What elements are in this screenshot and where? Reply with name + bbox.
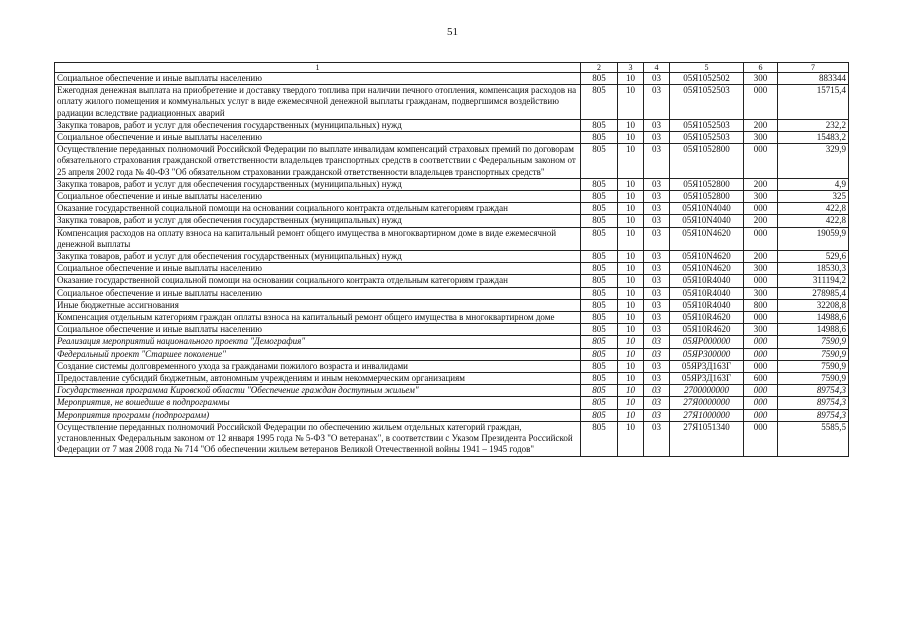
expense-type-code: 800 [744, 299, 778, 311]
amount: 329,9 [778, 144, 849, 179]
row-description: Закупка товаров, работ и услуг для обеспечения государственных (муниципальных) нужд [55, 251, 581, 263]
table-row [55, 312, 849, 324]
target-article-code: 27Я1051340 [670, 421, 744, 456]
table-row [55, 421, 849, 456]
row-description: Социальное обеспечение и иные выплаты населению [55, 132, 581, 144]
subsection-code: 03 [644, 421, 670, 456]
amount: 19059,9 [778, 227, 849, 250]
target-article-code: 05Я10N4040 [670, 215, 744, 227]
department-code: 805 [581, 312, 618, 324]
table-row [55, 251, 849, 263]
subsection-code: 03 [644, 132, 670, 144]
subsection-code: 03 [644, 203, 670, 215]
subsection-code: 03 [644, 373, 670, 385]
expense-type-code: 000 [744, 360, 778, 372]
subsection-code: 03 [644, 215, 670, 227]
subsection-code: 03 [644, 360, 670, 372]
row-description: Государственная программа Кировской области "Обеспечение граждан доступным жильем" [55, 385, 581, 397]
section-code: 10 [618, 299, 644, 311]
department-code: 805 [581, 73, 618, 85]
section-code: 10 [618, 409, 644, 421]
table-row [55, 119, 849, 131]
expense-type-code: 000 [744, 203, 778, 215]
target-article-code: 05Я10N4620 [670, 251, 744, 263]
amount: 7590,9 [778, 348, 849, 360]
column-header: 7 [778, 63, 849, 73]
row-description: Социальное обеспечение и иные выплаты населению [55, 73, 581, 85]
target-article-code: 2700000000 [670, 385, 744, 397]
target-article-code: 05Я10R4620 [670, 324, 744, 336]
row-description: Мероприятия программ (подпрограмм) [55, 409, 581, 421]
subsection-code: 03 [644, 385, 670, 397]
expense-type-code: 000 [744, 312, 778, 324]
expense-type-code: 600 [744, 373, 778, 385]
amount: 422,8 [778, 203, 849, 215]
row-description: Мероприятия, не вошедшие в подпрограммы [55, 397, 581, 409]
section-code: 10 [618, 421, 644, 456]
subsection-code: 03 [644, 324, 670, 336]
expense-type-code: 300 [744, 263, 778, 275]
subsection-code: 03 [644, 348, 670, 360]
section-code: 10 [618, 373, 644, 385]
subsection-code: 03 [644, 144, 670, 179]
department-code: 805 [581, 263, 618, 275]
table-row [55, 336, 849, 348]
section-code: 10 [618, 287, 644, 299]
department-code: 805 [581, 348, 618, 360]
subsection-code: 03 [644, 397, 670, 409]
target-article-code: 05Я10N4620 [670, 263, 744, 275]
table-row [55, 132, 849, 144]
expense-type-code: 000 [744, 85, 778, 120]
expense-type-code: 300 [744, 324, 778, 336]
row-description: Реализация мероприятий национального проекта "Демография" [55, 336, 581, 348]
target-article-code: 05Я10R4040 [670, 275, 744, 287]
department-code: 805 [581, 215, 618, 227]
subsection-code: 03 [644, 275, 670, 287]
subsection-code: 03 [644, 191, 670, 203]
target-article-code: 27Я0000000 [670, 397, 744, 409]
amount: 15715,4 [778, 85, 849, 120]
expense-type-code: 000 [744, 397, 778, 409]
amount: 5585,5 [778, 421, 849, 456]
subsection-code: 03 [644, 312, 670, 324]
department-code: 805 [581, 85, 618, 120]
row-description: Закупка товаров, работ и услуг для обеспечения государственных (муниципальных) нужд [55, 215, 581, 227]
expense-type-code: 000 [744, 409, 778, 421]
table-header-row [55, 63, 849, 73]
table-row [55, 409, 849, 421]
target-article-code: 05Я1052503 [670, 85, 744, 120]
expense-type-code: 200 [744, 215, 778, 227]
section-code: 10 [618, 132, 644, 144]
expense-type-code: 000 [744, 385, 778, 397]
amount: 7590,9 [778, 373, 849, 385]
amount: 7590,9 [778, 336, 849, 348]
amount: 278985,4 [778, 287, 849, 299]
department-code: 805 [581, 299, 618, 311]
department-code: 805 [581, 178, 618, 190]
table-row [55, 299, 849, 311]
table-body [55, 73, 849, 457]
row-description: Иные бюджетные ассигнования [55, 299, 581, 311]
department-code: 805 [581, 144, 618, 179]
subsection-code: 03 [644, 251, 670, 263]
row-description: Закупка товаров, работ и услуг для обеспечения государственных (муниципальных) нужд [55, 119, 581, 131]
subsection-code: 03 [644, 119, 670, 131]
table-row [55, 324, 849, 336]
amount: 325 [778, 191, 849, 203]
target-article-code: 05Я10R4620 [670, 312, 744, 324]
section-code: 10 [618, 178, 644, 190]
department-code: 805 [581, 360, 618, 372]
table-row [55, 73, 849, 85]
section-code: 10 [618, 203, 644, 215]
amount: 18530,3 [778, 263, 849, 275]
table-row [55, 360, 849, 372]
row-description: Осуществление переданных полномочий Российской Федерации по обеспечению жильем отдельных категорий граждан, установленных Федеральным законом от 12 января 1995 года № 5-ФЗ "О ветеранах", в соответствии с Указом Президента Российской Федерации от 7 мая 2008 года № 714 "Об обеспечении жильем ветеранов Великой Отечественной войны 1941 – 1945 годов" [55, 421, 581, 456]
row-description: Социальное обеспечение и иные выплаты населению [55, 191, 581, 203]
amount: 311194,2 [778, 275, 849, 287]
row-description: Ежегодная денежная выплата на приобретение и доставку твердого топлива при наличии печного отопления, компенсация расходов на оплату жилого помещения и коммунальных услуг в виде ежемесячной денежной выплаты гражданам, подвергшимся воздействию радиации вследствие радиационных аварий [55, 85, 581, 120]
section-code: 10 [618, 191, 644, 203]
expense-type-code: 000 [744, 336, 778, 348]
table-row [55, 178, 849, 190]
target-article-code: 05Я10N4040 [670, 203, 744, 215]
table-row [55, 85, 849, 120]
section-code: 10 [618, 275, 644, 287]
column-header: 3 [618, 63, 644, 73]
amount: 529,6 [778, 251, 849, 263]
department-code: 805 [581, 336, 618, 348]
expense-type-code: 300 [744, 191, 778, 203]
amount: 232,2 [778, 119, 849, 131]
department-code: 805 [581, 397, 618, 409]
page-number: 51 [447, 26, 458, 38]
subsection-code: 03 [644, 299, 670, 311]
table-row [55, 275, 849, 287]
expense-type-code: 300 [744, 73, 778, 85]
table-row [55, 348, 849, 360]
amount: 4,9 [778, 178, 849, 190]
department-code: 805 [581, 191, 618, 203]
row-description: Социальное обеспечение и иные выплаты населению [55, 287, 581, 299]
row-description: Предоставление субсидий бюджетным, автономным учреждениям и иным некоммерческим организациям [55, 373, 581, 385]
amount: 32208,8 [778, 299, 849, 311]
amount: 89754,3 [778, 397, 849, 409]
row-description: Закупка товаров, работ и услуг для обеспечения государственных (муниципальных) нужд [55, 178, 581, 190]
section-code: 10 [618, 348, 644, 360]
row-description: Компенсация отдельным категориям граждан оплаты взноса на капитальный ремонт общего имущества в многоквартирном доме [55, 312, 581, 324]
table-row [55, 191, 849, 203]
subsection-code: 03 [644, 227, 670, 250]
expense-type-code: 000 [744, 348, 778, 360]
department-code: 805 [581, 385, 618, 397]
expense-type-code: 300 [744, 132, 778, 144]
row-description: Оказание государственной социальной помощи на основании социального контракта отдельным категориям граждан [55, 203, 581, 215]
amount: 89754,3 [778, 385, 849, 397]
column-header: 1 [55, 63, 581, 73]
department-code: 805 [581, 132, 618, 144]
budget-table [54, 62, 849, 457]
section-code: 10 [618, 144, 644, 179]
row-description: Федеральный проект "Старшее поколение" [55, 348, 581, 360]
department-code: 805 [581, 409, 618, 421]
column-header: 2 [581, 63, 618, 73]
expense-type-code: 200 [744, 251, 778, 263]
subsection-code: 03 [644, 73, 670, 85]
section-code: 10 [618, 251, 644, 263]
target-article-code: 27Я1000000 [670, 409, 744, 421]
section-code: 10 [618, 73, 644, 85]
table-row [55, 385, 849, 397]
amount: 14988,6 [778, 312, 849, 324]
amount: 883344 [778, 73, 849, 85]
target-article-code: 05Я1052503 [670, 119, 744, 131]
target-article-code: 05Я10R4040 [670, 299, 744, 311]
department-code: 805 [581, 275, 618, 287]
department-code: 805 [581, 119, 618, 131]
target-article-code: 05ЯР000000 [670, 336, 744, 348]
section-code: 10 [618, 324, 644, 336]
target-article-code: 05Я1052800 [670, 191, 744, 203]
section-code: 10 [618, 215, 644, 227]
department-code: 805 [581, 203, 618, 215]
table-row [55, 215, 849, 227]
column-header: 6 [744, 63, 778, 73]
row-description: Оказание государственной социальной помощи на основании социального контракта отдельным категориям граждан [55, 275, 581, 287]
target-article-code: 05ЯР300000 [670, 348, 744, 360]
target-article-code: 05Я10N4620 [670, 227, 744, 250]
target-article-code: 05Я1052502 [670, 73, 744, 85]
section-code: 10 [618, 360, 644, 372]
section-code: 10 [618, 397, 644, 409]
amount: 89754,3 [778, 409, 849, 421]
section-code: 10 [618, 119, 644, 131]
department-code: 805 [581, 287, 618, 299]
expense-type-code: 000 [744, 275, 778, 287]
row-description: Социальное обеспечение и иные выплаты населению [55, 324, 581, 336]
table-row [55, 397, 849, 409]
table-row [55, 203, 849, 215]
column-header: 4 [644, 63, 670, 73]
section-code: 10 [618, 336, 644, 348]
section-code: 10 [618, 312, 644, 324]
row-description: Компенсация расходов на оплату взноса на капитальный ремонт общего имущества в многоквартирном доме в виде ежемесячной денежной выплаты [55, 227, 581, 250]
section-code: 10 [618, 385, 644, 397]
expense-type-code: 000 [744, 421, 778, 456]
table-row [55, 287, 849, 299]
table-row [55, 227, 849, 250]
expense-type-code: 200 [744, 178, 778, 190]
subsection-code: 03 [644, 409, 670, 421]
subsection-code: 03 [644, 263, 670, 275]
target-article-code: 05Я1052800 [670, 144, 744, 179]
amount: 14988,6 [778, 324, 849, 336]
target-article-code: 05Я1052800 [670, 178, 744, 190]
amount: 422,8 [778, 215, 849, 227]
target-article-code: 05ЯР3Д163Г [670, 373, 744, 385]
table-row [55, 263, 849, 275]
section-code: 10 [618, 263, 644, 275]
department-code: 805 [581, 373, 618, 385]
subsection-code: 03 [644, 85, 670, 120]
expense-type-code: 200 [744, 119, 778, 131]
subsection-code: 03 [644, 336, 670, 348]
section-code: 10 [618, 85, 644, 120]
department-code: 805 [581, 227, 618, 250]
department-code: 805 [581, 251, 618, 263]
section-code: 10 [618, 227, 644, 250]
expense-type-code: 000 [744, 144, 778, 179]
table-row [55, 144, 849, 179]
subsection-code: 03 [644, 287, 670, 299]
department-code: 805 [581, 421, 618, 456]
row-description: Социальное обеспечение и иные выплаты населению [55, 263, 581, 275]
amount: 15483,2 [778, 132, 849, 144]
target-article-code: 05Я10R4040 [670, 287, 744, 299]
target-article-code: 05ЯР3Д163Г [670, 360, 744, 372]
expense-type-code: 000 [744, 227, 778, 250]
expense-type-code: 300 [744, 287, 778, 299]
amount: 7590,9 [778, 360, 849, 372]
target-article-code: 05Я1052503 [670, 132, 744, 144]
subsection-code: 03 [644, 178, 670, 190]
row-description: Создание системы долговременного ухода за гражданами пожилого возраста и инвалидами [55, 360, 581, 372]
row-description: Осуществление переданных полномочий Российской Федерации по выплате инвалидам компенсаций страховых премий по договорам обязательного страхования гражданской ответственности владельцев транспортных средств в соответствии с Федеральным законом от 25 апреля 2002 года № 40-ФЗ "Об обязательном страховании гражданской ответственности владельцев транспортных средств" [55, 144, 581, 179]
column-header: 5 [670, 63, 744, 73]
table-row [55, 373, 849, 385]
department-code: 805 [581, 324, 618, 336]
